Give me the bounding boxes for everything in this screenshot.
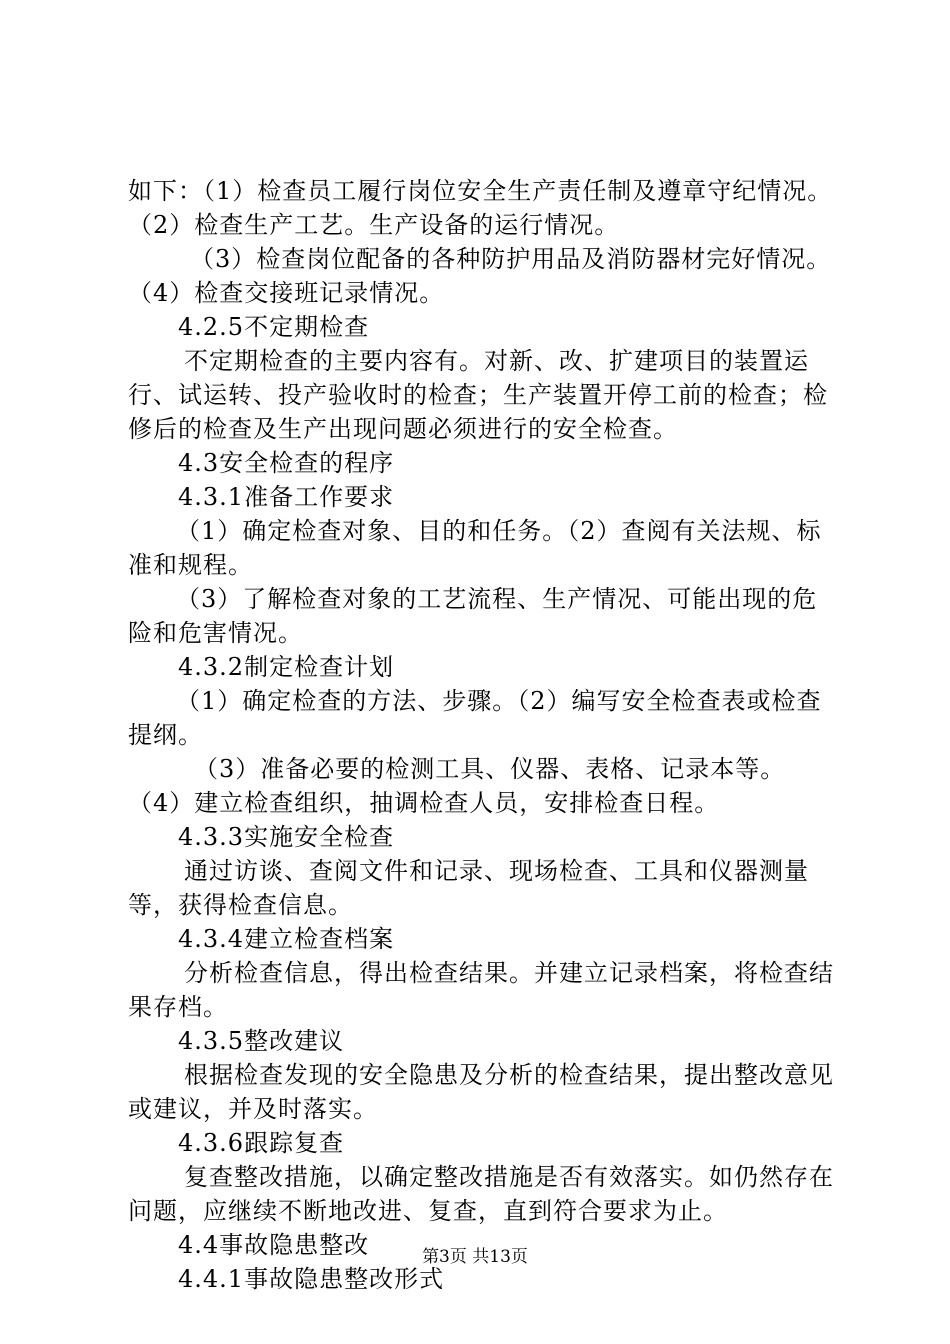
section-heading: 4.3.4建立检查档案 bbox=[178, 925, 395, 953]
section-heading: 4.3.2制定检查计划 bbox=[178, 653, 395, 681]
section-heading: 4.3安全检查的程序 bbox=[178, 449, 395, 477]
paragraph: （4）检查交接班记录情况。 bbox=[128, 279, 445, 307]
paragraph: （3）检查岗位配备的各种防护用品及消防器材完好情况。 bbox=[190, 245, 832, 273]
paragraph: 通过访谈、查阅文件和记录、现场检查、工具和仪器测量等，获得检查信息。 bbox=[128, 857, 809, 919]
section-heading: 4.4.1事故隐患整改形式 bbox=[178, 1265, 445, 1293]
section-heading: 4.2.5不定期检查 bbox=[178, 313, 370, 341]
paragraph: （2）检查生产工艺。生产设备的运行情况。 bbox=[128, 211, 620, 239]
paragraph: （3）准备必要的检测工具、仪器、表格、记录本等。 bbox=[194, 755, 786, 783]
paragraph: 分析检查信息，得出检查结果。并建立记录档案，将检查结果存档。 bbox=[128, 959, 834, 1021]
paragraph: 根据检查发现的安全隐患及分析的检查结果，提出整改意见或建议，并及时落实。 bbox=[128, 1061, 834, 1123]
section-heading: 4.3.3实施安全检查 bbox=[178, 823, 395, 851]
document-body bbox=[128, 174, 840, 1296]
section-heading: 4.3.5整改建议 bbox=[178, 1027, 345, 1055]
section-heading: 4.3.6跟踪复查 bbox=[178, 1129, 345, 1157]
section-heading: 4.4事故隐患整改 bbox=[178, 1231, 370, 1259]
page-footer: 第3页 共13页 bbox=[422, 1247, 528, 1267]
paragraph: （4）建立检查组织，抽调检查人员，安排检查日程。 bbox=[128, 789, 720, 817]
paragraph: 如下：（1）检查员工履行岗位安全生产责任制及遵章守纪情况。 bbox=[128, 177, 833, 205]
paragraph: （3）了解检查对象的工艺流程、生产情况、可能出现的危险和危害情况。 bbox=[128, 585, 818, 647]
paragraph: （1）确定检查的方法、步骤。（2）编写安全检查表或检查提纲。 bbox=[128, 687, 822, 749]
paragraph: 不定期检查的主要内容有。对新、改、扩建项目的装置运行、试运转、投产验收时的检查；生产装置开停工前的检查；检修后的检查及生产出现问题必须进行的安全检查。 bbox=[128, 347, 828, 443]
section-heading: 4.3.1准备工作要求 bbox=[178, 483, 395, 511]
paragraph: 复查整改措施，以确定整改措施是否有效落实。如仍然存在问题，应继续不断地改进、复查，直到符合要求为止。 bbox=[128, 1163, 834, 1225]
paragraph: （1）确定检查对象、目的和任务。（2）查阅有关法规、标准和规程。 bbox=[128, 517, 822, 579]
